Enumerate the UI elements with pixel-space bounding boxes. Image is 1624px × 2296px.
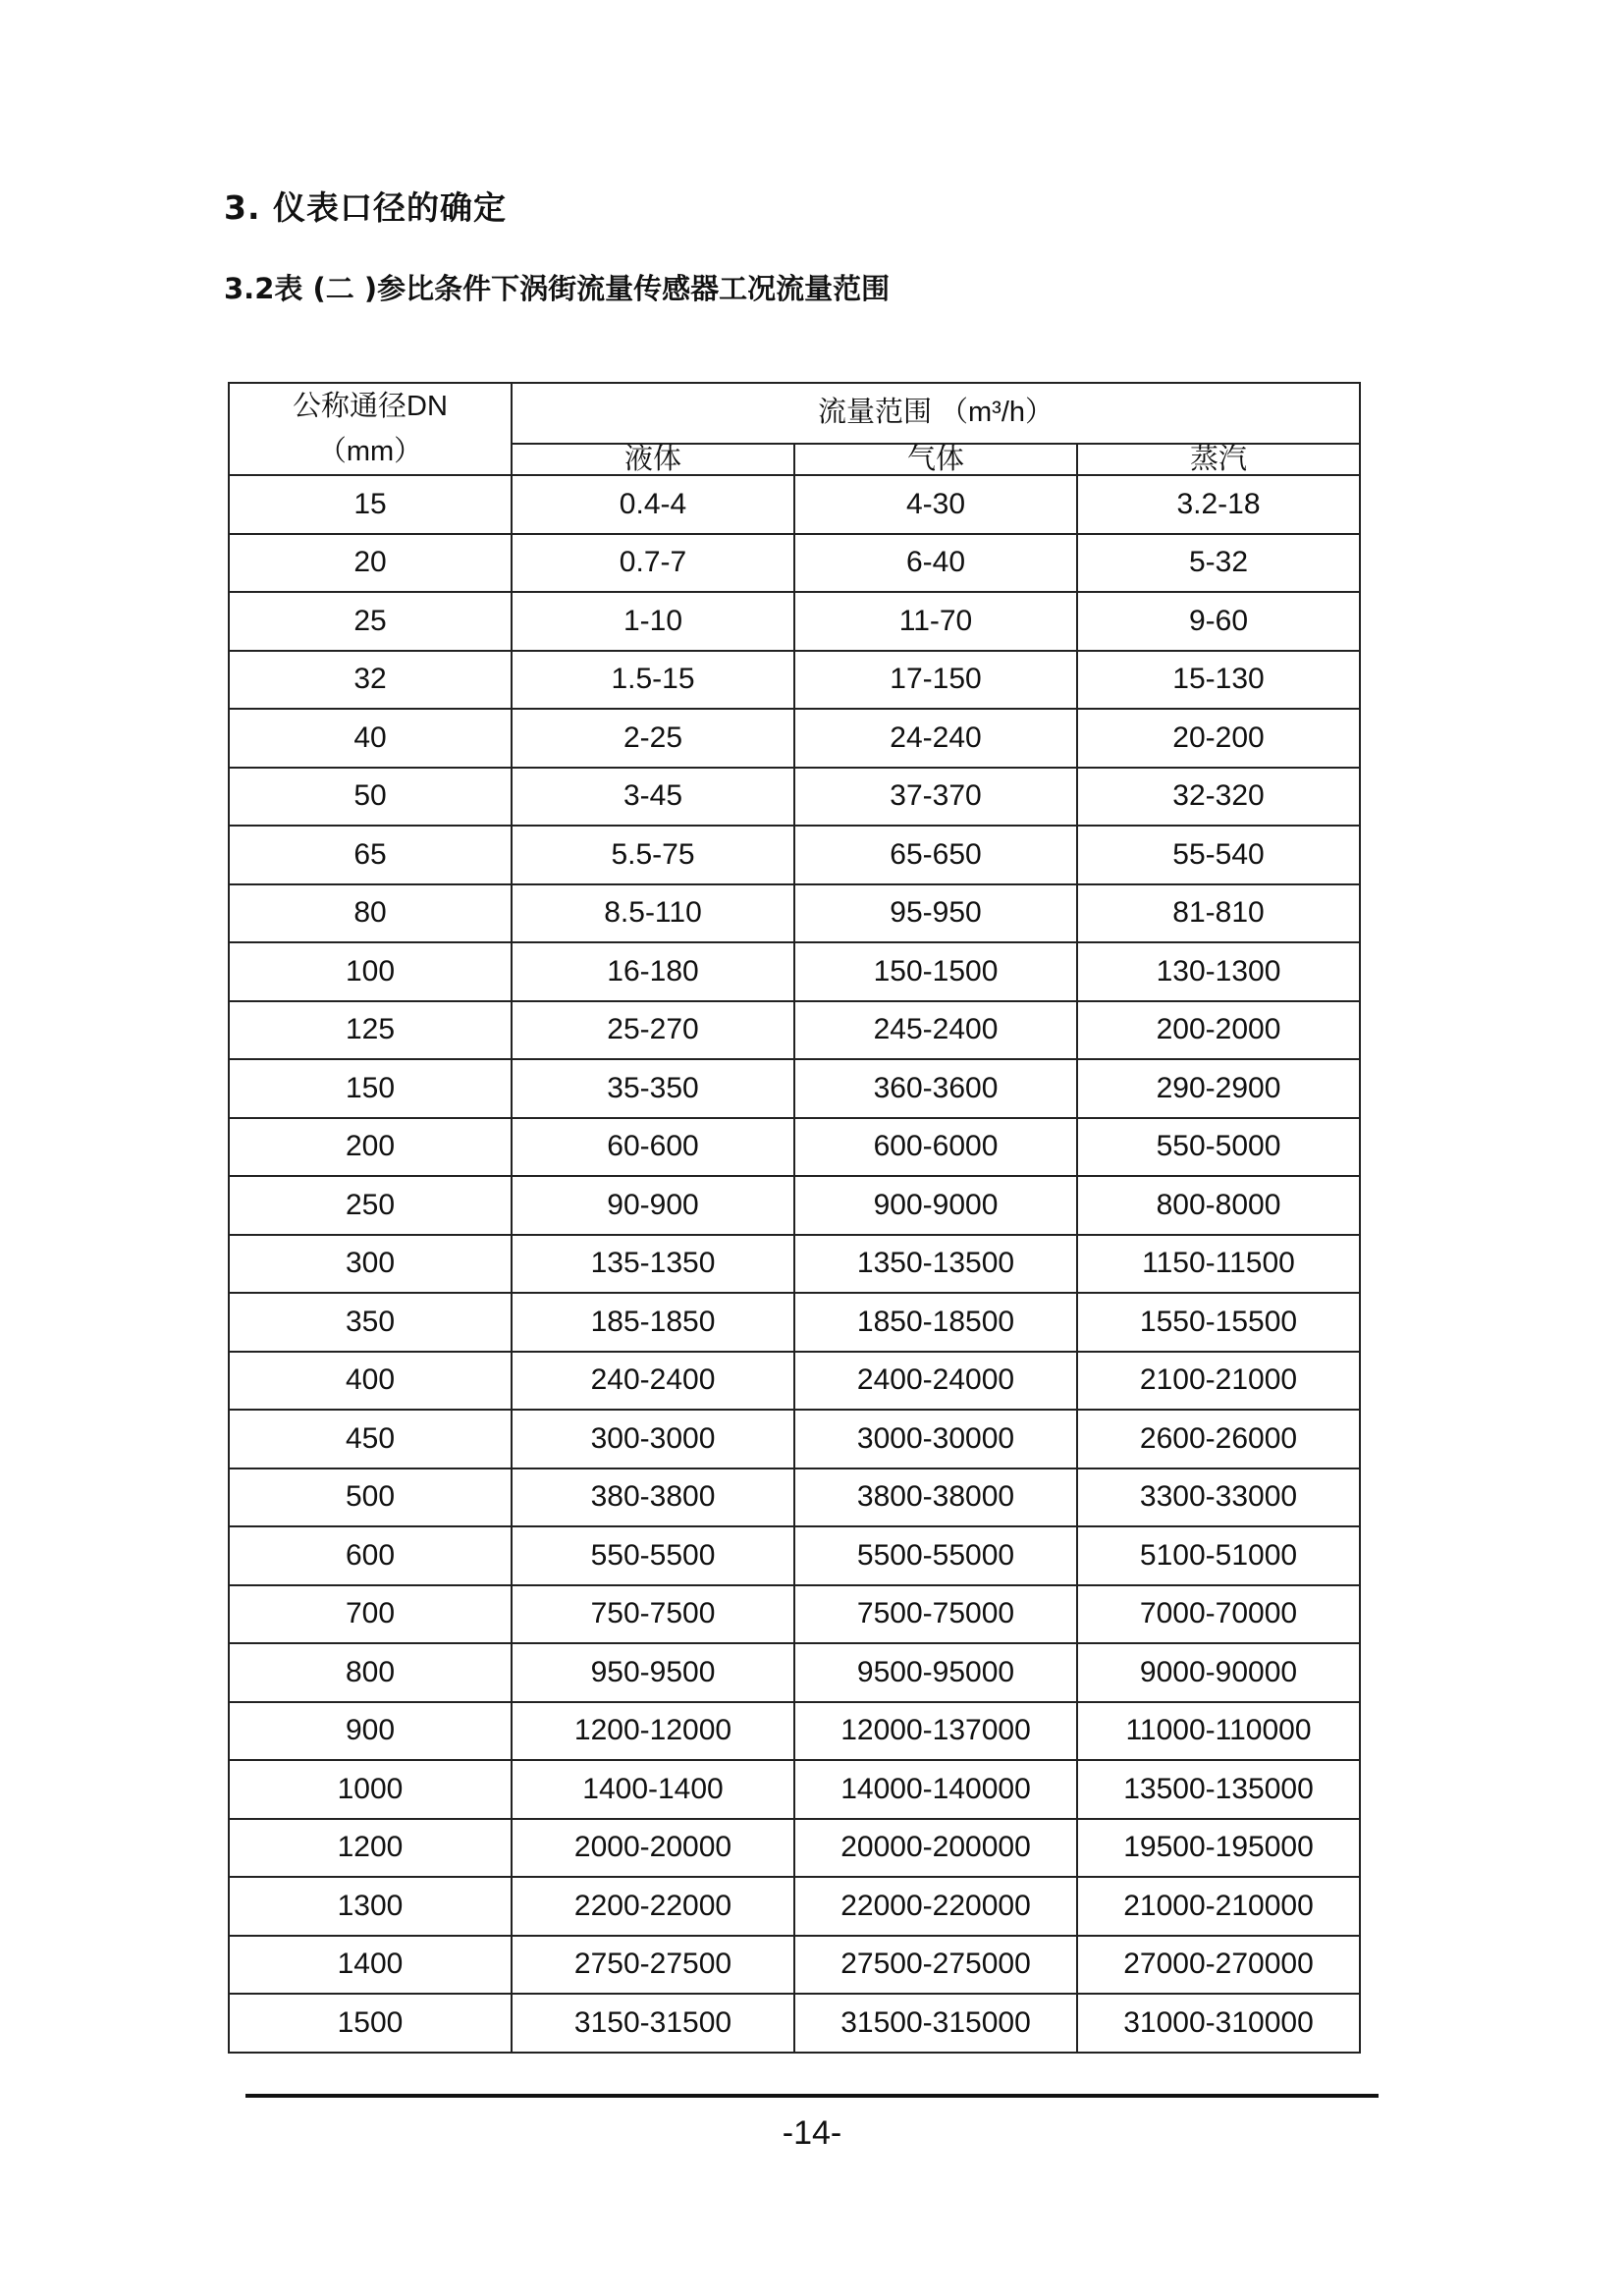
cell-gas: 22000-220000 [794, 1877, 1077, 1936]
cell-liquid: 2200-22000 [512, 1877, 794, 1936]
cell-liquid: 60-600 [512, 1118, 794, 1177]
table-body [229, 475, 1360, 2053]
table-row [229, 709, 1360, 768]
cell-liquid: 2000-20000 [512, 1819, 794, 1878]
cell-dn: 1000 [229, 1760, 512, 1819]
cell-liquid: 3-45 [512, 768, 794, 827]
cell-gas: 65-650 [794, 826, 1077, 884]
cell-dn: 400 [229, 1352, 512, 1411]
cell-steam: 11000-110000 [1077, 1702, 1360, 1761]
cell-gas: 245-2400 [794, 1001, 1077, 1060]
cell-steam: 5100-51000 [1077, 1526, 1360, 1585]
cell-gas: 17-150 [794, 651, 1077, 710]
cell-gas: 5500-55000 [794, 1526, 1077, 1585]
table-row [229, 1877, 1360, 1936]
cell-steam: 1550-15500 [1077, 1293, 1360, 1352]
cell-liquid: 1-10 [512, 592, 794, 651]
cell-liquid: 16-180 [512, 942, 794, 1001]
cell-gas: 1850-18500 [794, 1293, 1077, 1352]
cell-dn: 20 [229, 534, 512, 593]
cell-steam: 550-5000 [1077, 1118, 1360, 1177]
header-dn-line2: （mm） [317, 436, 423, 467]
cell-gas: 95-950 [794, 884, 1077, 943]
cell-steam: 290-2900 [1077, 1059, 1360, 1118]
cell-dn: 900 [229, 1702, 512, 1761]
cell-steam: 13500-135000 [1077, 1760, 1360, 1819]
cell-gas: 7500-75000 [794, 1585, 1077, 1644]
cell-liquid: 8.5-110 [512, 884, 794, 943]
cell-liquid: 0.7-7 [512, 534, 794, 593]
table-header-row [229, 383, 1360, 444]
cell-liquid: 950-9500 [512, 1643, 794, 1702]
table-row [229, 1760, 1360, 1819]
table-row [229, 651, 1360, 710]
cell-dn: 1500 [229, 1994, 512, 2053]
cell-steam: 7000-70000 [1077, 1585, 1360, 1644]
cell-gas: 2400-24000 [794, 1352, 1077, 1411]
cell-gas: 150-1500 [794, 942, 1077, 1001]
table-row [229, 1819, 1360, 1878]
cell-steam: 130-1300 [1077, 942, 1360, 1001]
page-number: -14- [782, 2114, 842, 2152]
cell-gas: 37-370 [794, 768, 1077, 827]
cell-steam: 55-540 [1077, 826, 1360, 884]
cell-liquid: 0.4-4 [512, 475, 794, 534]
section-heading: 3. 仪表口径的确定 [224, 188, 507, 227]
cell-steam: 15-130 [1077, 651, 1360, 710]
cell-dn: 15 [229, 475, 512, 534]
header-steam: 蒸汽 [1077, 444, 1360, 475]
cell-dn: 150 [229, 1059, 512, 1118]
cell-liquid: 240-2400 [512, 1352, 794, 1411]
cell-steam: 20-200 [1077, 709, 1360, 768]
cell-liquid: 550-5500 [512, 1526, 794, 1585]
cell-dn: 25 [229, 592, 512, 651]
cell-liquid: 90-900 [512, 1176, 794, 1235]
cell-gas: 27500-275000 [794, 1936, 1077, 1995]
cell-gas: 6-40 [794, 534, 1077, 593]
table-row [229, 1235, 1360, 1294]
cell-dn: 32 [229, 651, 512, 710]
cell-gas: 3800-38000 [794, 1468, 1077, 1527]
cell-dn: 1200 [229, 1819, 512, 1878]
cell-dn: 350 [229, 1293, 512, 1352]
cell-dn: 125 [229, 1001, 512, 1060]
cell-gas: 31500-315000 [794, 1994, 1077, 2053]
cell-steam: 21000-210000 [1077, 1877, 1360, 1936]
header-dn-line1: 公称通径DN [293, 391, 448, 422]
cell-dn: 65 [229, 826, 512, 884]
cell-steam: 31000-310000 [1077, 1994, 1360, 2053]
cell-steam: 3.2-18 [1077, 475, 1360, 534]
table-row [229, 1643, 1360, 1702]
cell-dn: 250 [229, 1176, 512, 1235]
cell-dn: 80 [229, 884, 512, 943]
cell-dn: 200 [229, 1118, 512, 1177]
table-row [229, 1936, 1360, 1995]
cell-steam: 5-32 [1077, 534, 1360, 593]
cell-gas: 600-6000 [794, 1118, 1077, 1177]
header-dn [229, 383, 512, 475]
cell-dn: 700 [229, 1585, 512, 1644]
cell-liquid: 750-7500 [512, 1585, 794, 1644]
table-row [229, 1585, 1360, 1644]
header-gas: 气体 [794, 444, 1077, 475]
cell-liquid: 135-1350 [512, 1235, 794, 1294]
cell-steam: 2600-26000 [1077, 1410, 1360, 1468]
header-flow-range: 流量范围 （m³/h） [512, 383, 1360, 444]
footer-rule [245, 2094, 1379, 2098]
cell-gas: 20000-200000 [794, 1819, 1077, 1878]
table-caption: 3.2表 (二 )参比条件下涡街流量传感器工况流量范围 [224, 272, 891, 305]
cell-dn: 300 [229, 1235, 512, 1294]
cell-dn: 1400 [229, 1936, 512, 1995]
cell-gas: 11-70 [794, 592, 1077, 651]
cell-gas: 1350-13500 [794, 1235, 1077, 1294]
cell-liquid: 2-25 [512, 709, 794, 768]
cell-steam: 3300-33000 [1077, 1468, 1360, 1527]
table-row [229, 942, 1360, 1001]
cell-steam: 800-8000 [1077, 1176, 1360, 1235]
table-row [229, 768, 1360, 827]
cell-dn: 100 [229, 942, 512, 1001]
cell-liquid: 300-3000 [512, 1410, 794, 1468]
cell-dn: 40 [229, 709, 512, 768]
cell-dn: 1300 [229, 1877, 512, 1936]
cell-steam: 200-2000 [1077, 1001, 1360, 1060]
cell-gas: 24-240 [794, 709, 1077, 768]
table-row [229, 475, 1360, 534]
table-row [229, 826, 1360, 884]
table-row [229, 1994, 1360, 2053]
table-row [229, 1118, 1360, 1177]
cell-dn: 500 [229, 1468, 512, 1527]
table-row [229, 1526, 1360, 1585]
cell-steam: 9000-90000 [1077, 1643, 1360, 1702]
table-row [229, 884, 1360, 943]
cell-gas: 14000-140000 [794, 1760, 1077, 1819]
cell-dn: 450 [229, 1410, 512, 1468]
cell-gas: 4-30 [794, 475, 1077, 534]
cell-gas: 900-9000 [794, 1176, 1077, 1235]
cell-steam: 27000-270000 [1077, 1936, 1360, 1995]
cell-gas: 360-3600 [794, 1059, 1077, 1118]
table-row [229, 1352, 1360, 1411]
cell-liquid: 1400-1400 [512, 1760, 794, 1819]
table-row [229, 1059, 1360, 1118]
table-row [229, 1001, 1360, 1060]
cell-liquid: 1.5-15 [512, 651, 794, 710]
cell-liquid: 380-3800 [512, 1468, 794, 1527]
table-row [229, 1468, 1360, 1527]
cell-gas: 3000-30000 [794, 1410, 1077, 1468]
cell-dn: 50 [229, 768, 512, 827]
cell-gas: 12000-137000 [794, 1702, 1077, 1761]
cell-liquid: 35-350 [512, 1059, 794, 1118]
cell-gas: 9500-95000 [794, 1643, 1077, 1702]
cell-steam: 19500-195000 [1077, 1819, 1360, 1878]
cell-liquid: 5.5-75 [512, 826, 794, 884]
cell-steam: 1150-11500 [1077, 1235, 1360, 1294]
cell-dn: 800 [229, 1643, 512, 1702]
cell-liquid: 185-1850 [512, 1293, 794, 1352]
cell-steam: 9-60 [1077, 592, 1360, 651]
cell-liquid: 2750-27500 [512, 1936, 794, 1995]
flow-range-table [228, 382, 1361, 2054]
cell-steam: 32-320 [1077, 768, 1360, 827]
table-row [229, 1293, 1360, 1352]
header-liquid: 液体 [512, 444, 794, 475]
table-row [229, 1702, 1360, 1761]
cell-liquid: 3150-31500 [512, 1994, 794, 2053]
cell-dn: 600 [229, 1526, 512, 1585]
table-row [229, 534, 1360, 593]
table-row [229, 1410, 1360, 1468]
cell-liquid: 1200-12000 [512, 1702, 794, 1761]
cell-liquid: 25-270 [512, 1001, 794, 1060]
cell-steam: 2100-21000 [1077, 1352, 1360, 1411]
cell-steam: 81-810 [1077, 884, 1360, 943]
table-row [229, 1176, 1360, 1235]
table-row [229, 592, 1360, 651]
